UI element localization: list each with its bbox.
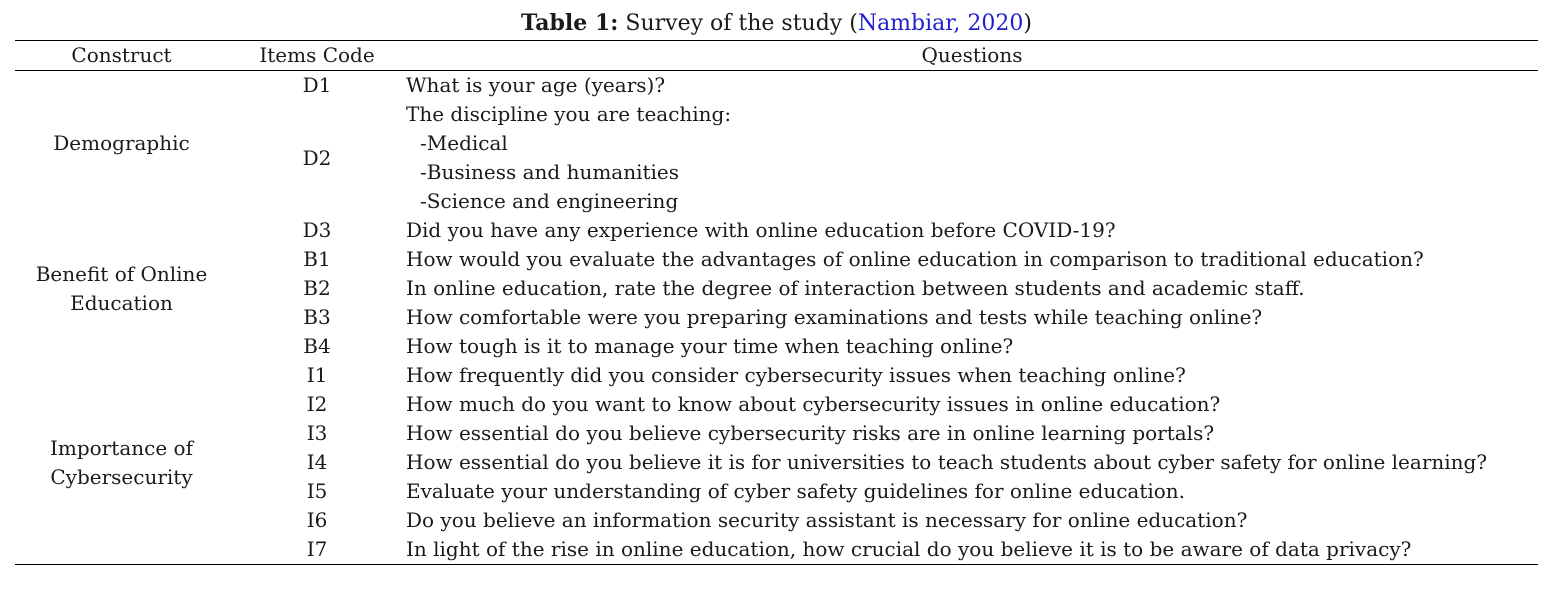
item-code: B3: [303, 305, 331, 329]
table-row: [15, 332, 1538, 361]
construct-cell: Importance of Cybersecurity: [50, 435, 193, 489]
question-text: How frequently did you consider cybersecurity issues when teaching online?: [406, 363, 1186, 387]
item-code: D2: [302, 145, 332, 170]
question-text: How essential do you believe it is for universities to teach students about cyber safety for online learning?: [406, 450, 1488, 474]
questions-header: Questions: [921, 43, 1023, 67]
question-text: Do you believe an information security assistant is necessary for online education?: [406, 508, 1248, 532]
question-text: How essential do you believe cybersecurity risks are in online learning portals?: [406, 421, 1215, 445]
question-text: In light of the rise in online education, how crucial do you believe it is to be aware of data privacy?: [406, 537, 1412, 561]
question-text: How comfortable were you preparing examinations and tests while teaching online?: [406, 305, 1263, 329]
question-text: How much do you want to know about cybersecurity issues in online education?: [406, 392, 1221, 416]
item-code: B4: [303, 334, 331, 358]
table-caption: [0, 8, 1553, 39]
table-row: [15, 71, 1538, 101]
table-row: [15, 361, 1538, 390]
item-code: I3: [306, 421, 328, 445]
question-text: How tough is it to manage your time when teaching online?: [406, 334, 1014, 358]
table-row: [15, 245, 1538, 274]
item-code: I5: [306, 479, 328, 503]
item-code: D1: [302, 73, 332, 97]
table-row: [15, 274, 1538, 303]
question-text: How would you evaluate the advantages of online education in comparison to traditional education?: [406, 247, 1424, 271]
table-row: [15, 390, 1538, 419]
citation-link[interactable]: Nambiar, 2020: [857, 11, 1024, 36]
item-code: B1: [303, 247, 331, 271]
item-code: D3: [302, 218, 332, 242]
caption-text: Survey of the study (: [618, 11, 858, 36]
item-code: I7: [306, 537, 328, 561]
question-text: In online education, rate the degree of interaction between students and academic staff.: [406, 276, 1305, 300]
construct-header: Construct: [71, 43, 172, 67]
table-row: [15, 419, 1538, 448]
table-row: [15, 100, 1538, 216]
item-code: I2: [306, 392, 328, 416]
caption-label: Table 1:: [521, 10, 619, 36]
survey-table: [15, 40, 1538, 565]
table-row: [15, 216, 1538, 245]
item-code: I4: [306, 450, 328, 474]
question-option: -Science and engineering: [420, 189, 679, 213]
question-text: The discipline you are teaching:: [406, 102, 732, 126]
item-code: B2: [303, 276, 331, 300]
question-text: Did you have any experience with online education before COVID-19?: [406, 218, 1116, 242]
construct-cell: Demographic: [53, 131, 190, 155]
question-text: What is your age (years)?: [406, 73, 666, 97]
item-code: I1: [306, 363, 328, 387]
construct-cell: Benefit of Online Education: [35, 261, 208, 315]
question-cell: [406, 100, 1538, 216]
caption-close: ): [1023, 11, 1032, 36]
question-option: -Medical: [420, 131, 508, 155]
header-row: [15, 41, 1538, 71]
table-row: [15, 303, 1538, 332]
table-row: [15, 535, 1538, 565]
table-row: [15, 448, 1538, 477]
items-code-header: Items Code: [259, 43, 375, 67]
table-row: [15, 477, 1538, 506]
question-text: Evaluate your understanding of cyber safety guidelines for online education.: [406, 479, 1186, 503]
table-row: [15, 506, 1538, 535]
item-code: I6: [306, 508, 328, 532]
question-option: -Business and humanities: [420, 160, 680, 184]
